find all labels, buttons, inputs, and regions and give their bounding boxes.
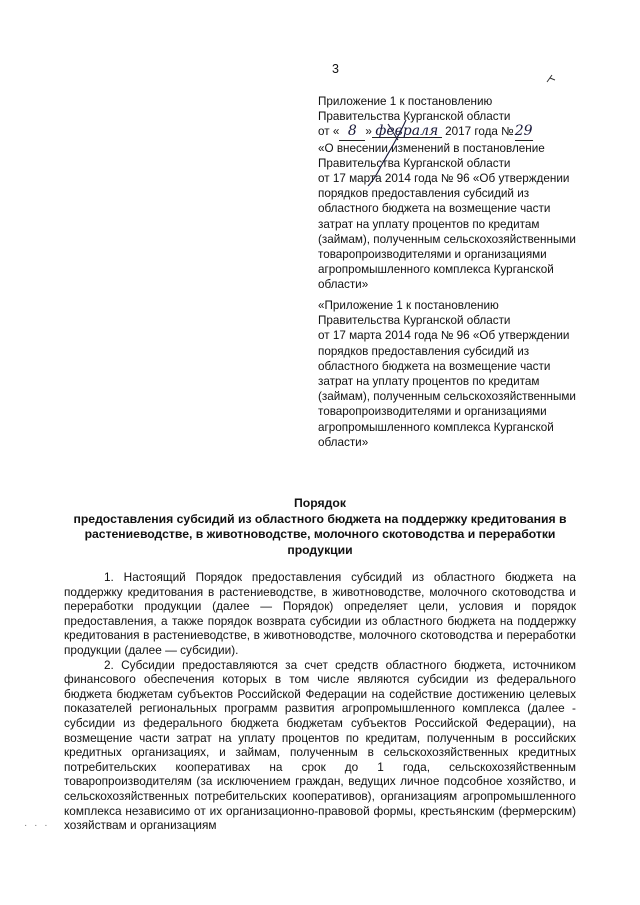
appendix-line: Приложение 1 к постановлению — [318, 95, 493, 108]
date-mid: » — [365, 125, 372, 139]
appendix-line: товаропроизводителями и организациями — [318, 405, 547, 419]
date-suffix: 2017 года № — [441, 125, 514, 139]
appendix-line: областного бюджета на возмещение части — [318, 359, 551, 373]
signature-stroke-icon — [358, 118, 418, 188]
handwritten-doc-number: 29 — [514, 123, 533, 140]
page-number: 3 — [332, 62, 339, 76]
paragraph-2: 2. Субсидии предоставляются за счет средств областного бюджета, источником финансового обеспечения которых в том числе являются субсидии из федерального бюджета бюджетам субъектов Российской Федерации на содействие достижению целевых показателей региональных программ развития агропромышленного комплекса (далее - субсидии из федерального бюджета бюджетам субъектов Российской Федерации), на возмещение части затрат на уплату процентов по кредитам, полученным в российских кредитных организациях, и займам, полученным в сельскохозяйственных кредитных потребительских кооперативах на срок до 1 года, сельскохозяйственным товаропроизводителям (за исключением граждан, ведущих личное подсобное хозяйство, и сельскохозяйственных потребительских кооперативов), организациям агропромышленного комплекса независимо от их организационно-правовой формы, крестьянским (фермерским) хозяйствам и организациям — [64, 657, 576, 833]
paragraph-1: 1. Настоящий Порядок предоставления субсидий из областного бюджета на поддержку кредитования в растениеводстве, в животноводстве, молочного скотоводства и переработки продукции (далее — Порядок) определяет цели, условия и порядок предоставления, а также порядок возврата субсидии из областного бюджета на поддержку кредитования в растениеводстве, в животноводстве, молочного скотоводства и переработки продукции (далее — субсидии). — [64, 570, 576, 657]
appendix-line: агропромышленного комплекса Курганской — [318, 420, 554, 434]
appendix-header-original — [318, 298, 618, 450]
appendix-line: затрат на уплату процентов по кредитам — [318, 217, 540, 231]
appendix-line: от 17 марта 2014 года № 96 «Об утверждении — [318, 329, 570, 343]
appendix-line: области» — [318, 435, 369, 449]
handwritten-mark-icon — [545, 72, 557, 84]
document-body — [64, 570, 576, 833]
handwritten-date-month: февраля — [372, 125, 442, 138]
appendix-line: «О внесении изменений в постановление — [318, 141, 545, 155]
appendix-line: от 17 марта 2014 года № 96 «Об утверждении — [318, 172, 570, 186]
appendix-line: (займам), полученным сельскохозяйственными — [318, 390, 576, 404]
appendix-line: порядков предоставления субсидий из — [318, 187, 530, 201]
title-subheading: предоставления субсидий из областного бюджета на поддержку кредитования в растениеводстве, в животноводстве, молочного скотоводства и переработки продукции — [73, 511, 567, 557]
appendix-line: областного бюджета на возмещение части — [318, 202, 551, 216]
appendix-line: товаропроизводителями и организациями — [318, 248, 547, 262]
appendix-line: Правительства Курганской области — [318, 314, 511, 328]
appendix-line: затрат на уплату процентов по кредитам — [318, 375, 540, 389]
appendix-line: области» — [318, 278, 369, 292]
handwritten-date-day: 8 — [339, 124, 365, 140]
appendix-line: Правительства Курганской области — [318, 156, 511, 170]
date-prefix: от « — [318, 125, 340, 139]
appendix-line: «Приложение 1 к постановлению — [318, 299, 499, 312]
appendix-line: (займам), полученным сельскохозяйственными — [318, 232, 576, 246]
appendix-line: Правительства Курганской области — [318, 110, 511, 124]
document-title — [64, 496, 576, 558]
appendix-line: порядков предоставления субсидий из — [318, 344, 530, 358]
title-heading: Порядок — [294, 496, 346, 510]
margin-specks: · · · — [24, 820, 50, 831]
appendix-line: агропромышленного комплекса Курганской — [318, 263, 554, 277]
